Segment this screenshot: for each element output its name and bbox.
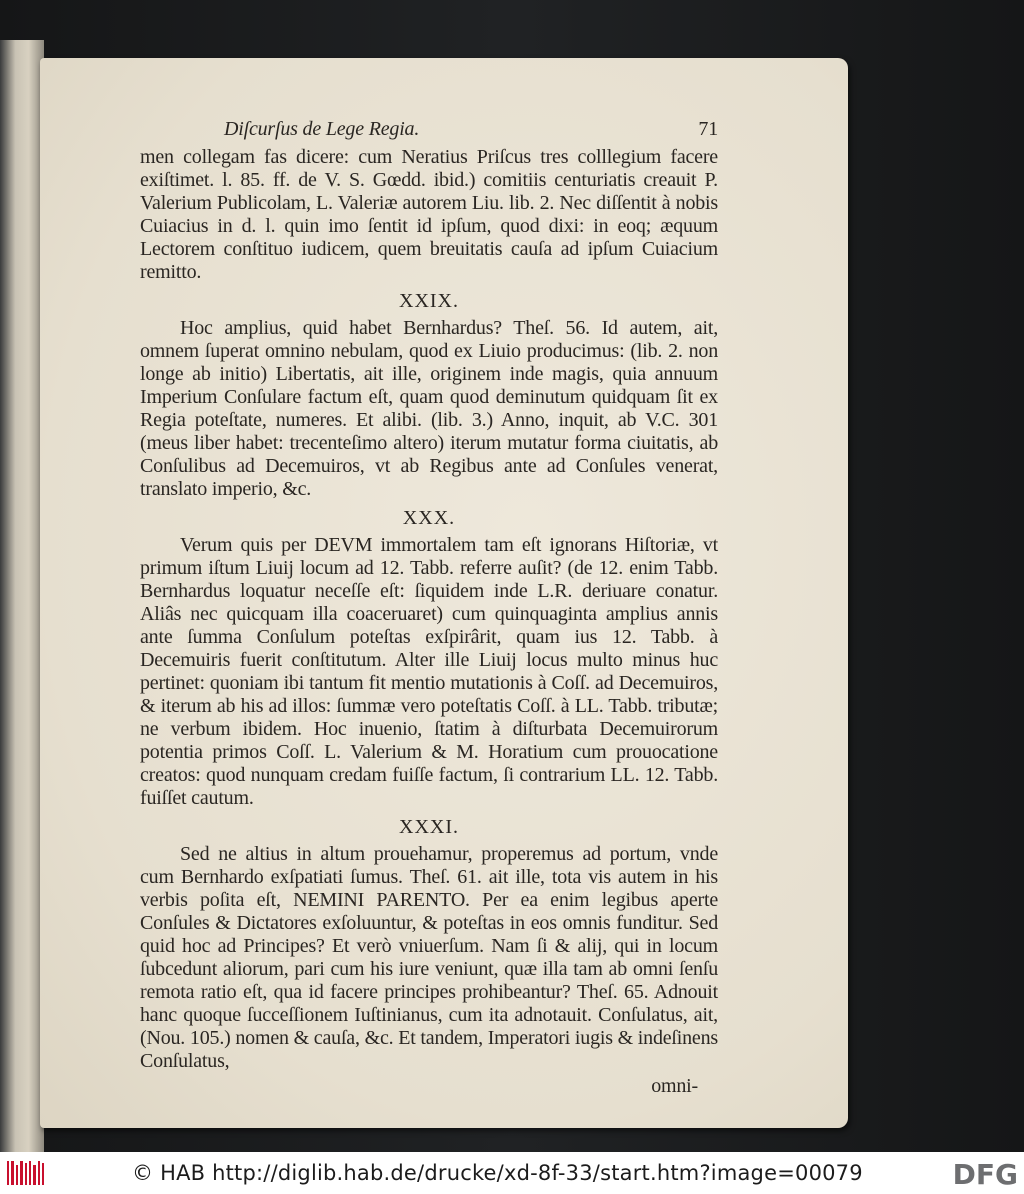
section-text-30: Verum quis per DEVM immortalem tam eſt ignorans Hiſtoriæ, vt primum iſtum Liuij locum ad 12. Tabb. referre auſit? (de 12. enim Tabb. Bernhardus loquatur neceſſe eſt: ſiquidem inde L.R. deriuare conatur. Aliâs nec quicquam illa coaceruaret) cum quinquaginta amplius annis ante ſumma Conſulum poteſtas exſpirârit, quam ius 12. Tabb. à Decemuiris fuerit conſtitutum. Alter ille Liuij locus multo minus huc pertinet: quoniam ibi tantum fit mentio mutationis à Coſſ. ad Decemuiros, & iterum ab his ad illos: ſummæ vero poteſtatis Coſſ. à LL. Tabb. tributæ; ne verbum ibidem. Hoc inuenio, ſtatim à diſturbata Decemuirorum potentia primos Coſſ. L. Valerium & M. Horatium cum prouocatione creatos: quod nunquam credam fuiſſe factum, ſi contrarium LL. 12. Tabb. fuiſſet cautum. [140, 534, 718, 809]
book-spine-edge [0, 40, 44, 1152]
book-page [40, 58, 848, 1128]
section-numeral-30: XXX. [402, 507, 456, 529]
barcode-logo-icon [6, 1159, 46, 1187]
section-text-29: Hoc amplius, quid habet Bernhardus? Theſ. 56. Id autem, ait, omnem ſuperat omnino nebulam, quod ex Liuio producimus: (lib. 2. non longe ab initio) Libertatis, ait ille, originem inde magis, quia annuum Imperium Conſulare factum eſt, quam quod deminutum quidquam ſit ex Regia poteſtate, numeres. Et alibi. (lib. 3.) Anno, inquit, ab V.C. 301 (meus liber habet: trecenteſimo altero) iterum mutatur forma ciuitatis, ab Conſulibus ad Decemuiros, vt ab Regibus ante ad Conſules venerat, translato imperio, &c. [140, 317, 718, 500]
section-numeral-31: XXXI. [399, 816, 459, 838]
page-number: 71 [698, 118, 718, 140]
section-text-31: Sed ne altius in altum prouehamur, properemus ad portum, vnde cum Bernhardo exſpatiati ſumus. Theſ. 61. ait ille, tota vis autem in his verbis poſita eſt, NEMINI PARENTO. Per ea enim legibus aperte Conſules & Dictatores exſoluuntur, & poteſtas in eos omnis funditur. Sed quid hoc ad Principes? Et verò vniuerſum. Nam ſi & alij, qui in locum ſubcedunt aliorum, pari cum his iure veniunt, quæ illa tam ab omni ſenſu remota ratio eſt, qua id facere principes prohibeantur? Theſ. 65. Adnouit hanc quoque ſucceſſionem Iuſtinianus, cum ita adnotauit. Conſulatus, ait, (Nou. 105.) nomen & cauſa, &c. Et tandem, Imperatori iugis & indeſinens Conſulatus, [140, 843, 718, 1072]
running-head [140, 118, 718, 144]
running-head-title: Diſcurſus de Lege Regia. [224, 118, 420, 140]
dfg-logo: DFG [952, 1158, 1018, 1191]
footer-url-link[interactable]: © HAB http://diglib.hab.de/drucke/xd-8f-33/start.htm?image=00079 [132, 1161, 863, 1185]
opening-paragraph: men collegam fas dicere: cum Neratius Priſcus tres colllegium facere exiſtimet. l. 85. ff. de V. S. Gœdd. ibid.) comitiis centuriatis creauit P. Valerium Publicolam, L. Valeriæ autorem Liu. lib. 2. Nec diſſentit à nobis Cuiacius in d. l. quin imo ſentit id ipſum, quod dixi: in eoq; æquum Lectorem conſtituo iudicem, quem breuitatis cauſa ad ipſum Cuiacium remitto. [140, 146, 718, 283]
catchword: omni- [651, 1075, 698, 1097]
page-content [140, 118, 718, 1098]
section-numeral-29: XXIX. [399, 290, 459, 312]
footer-bar [0, 1152, 1024, 1194]
